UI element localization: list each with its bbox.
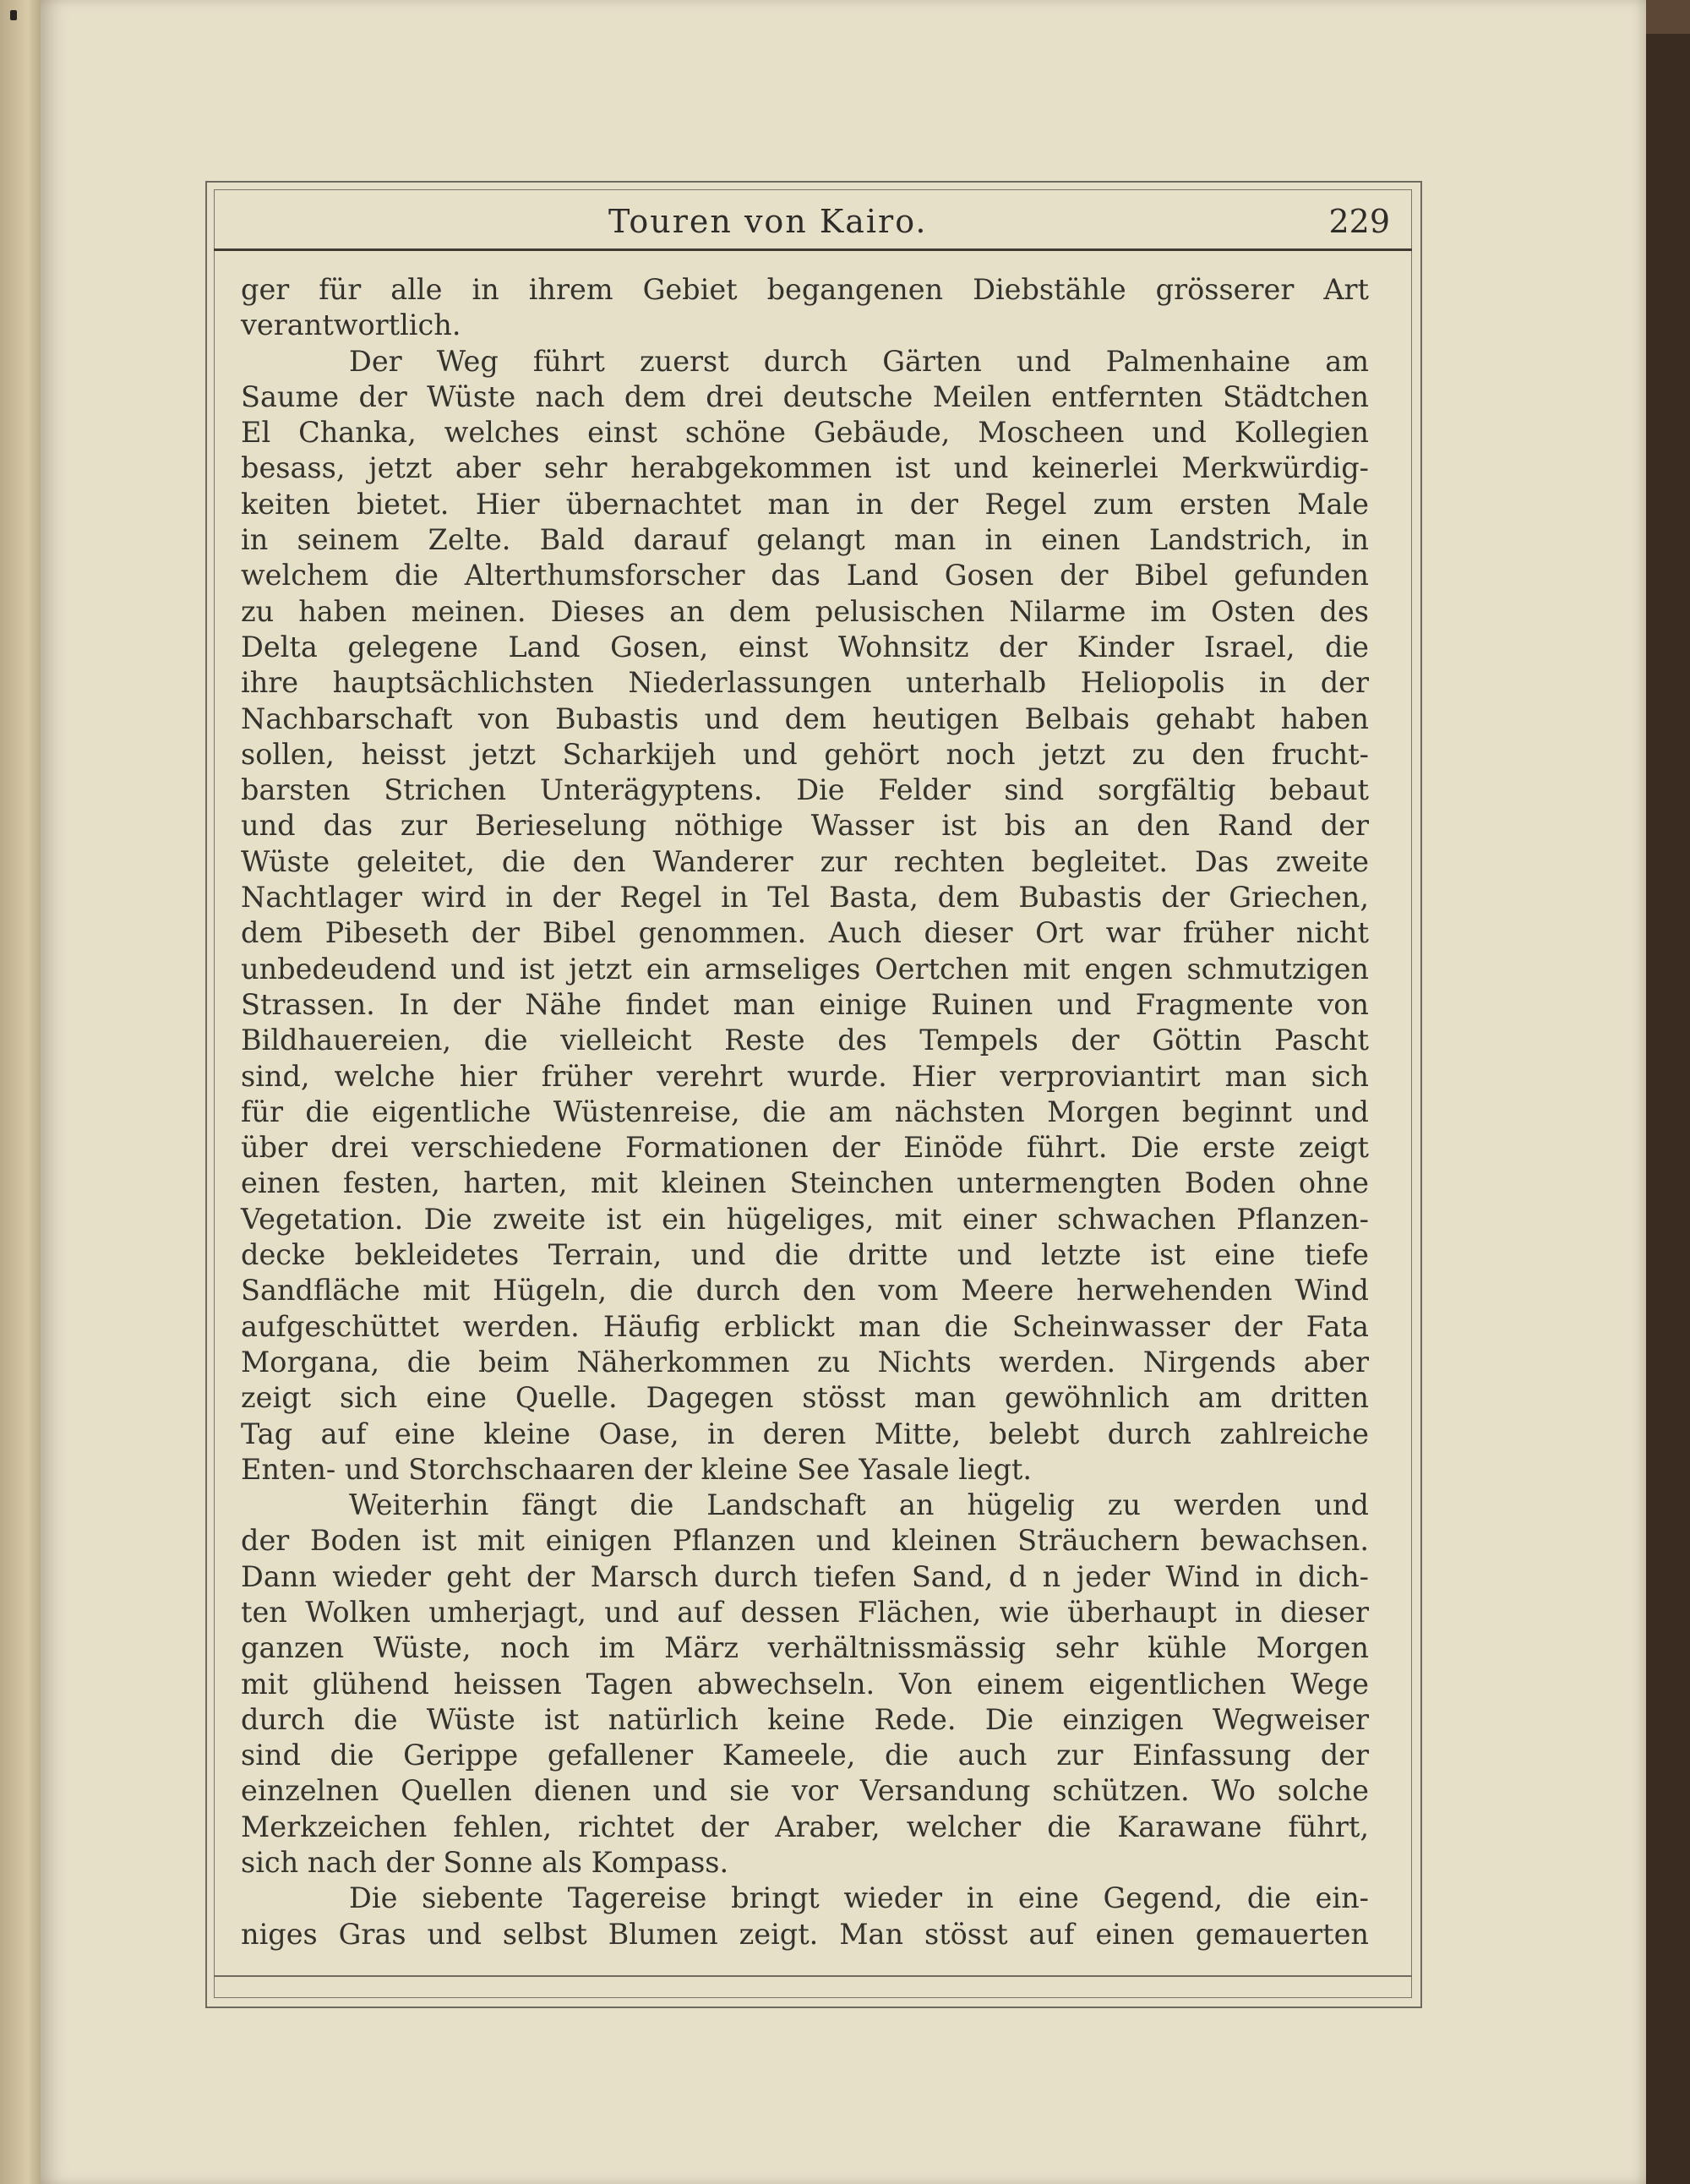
text-line: und das zur Berieselung nöthige Wasser ist bis an den Rand der [241,809,1369,843]
text-line: ten Wolken umherjagt, und auf dessen Flächen, wie überhaupt in dieser [241,1595,1369,1629]
text-line: durch die Wüste ist natürlich keine Rede. Die einzigen Wegweiser [241,1702,1369,1736]
text-line: einen festen, harten, mit kleinen Steinchen untermengten Boden ohne [241,1166,1369,1200]
text-line: Strassen. In der Nähe findet man einige Ruinen und Fragmente von [241,987,1369,1021]
text-line: zu haben meinen. Dieses an dem pelusischen Nilarme im Osten des [241,594,1369,628]
text-line: niges Gras und selbst Blumen zeigt. Man stösst auf einen gemauerten [241,1917,1369,1951]
text-line: mit glühend heissen Tagen abwechseln. Von einem eigentlichen Wege [241,1667,1369,1701]
text-line: Merkzeichen fehlen, richtet der Araber, welcher die Karawane führt, [241,1810,1369,1843]
text-line: Vegetation. Die zweite ist ein hügeliges, mit einer schwachen Pflanzen- [241,1202,1369,1236]
text-line: Morgana, die beim Näherkommen zu Nichts werden. Nirgends aber [241,1345,1369,1379]
text-line: Tag auf eine kleine Oase, in deren Mitte, belebt durch zahlreiche [241,1417,1369,1450]
text-line: sind, welche hier früher verehrt wurde. Hier verproviantirt man sich [241,1059,1369,1093]
text-line: keiten bietet. Hier übernachtet man in der Regel zum ersten Male [241,487,1369,521]
text-line: für die eigentliche Wüstenreise, die am nächsten Morgen beginnt und [241,1095,1369,1128]
text-line: besass, jetzt aber sehr herabgekommen ist und keinerlei Merkwürdig- [241,451,1369,485]
text-line: Enten- und Storchschaaren der kleine See Yasale liegt. [241,1452,1033,1486]
text-line: sich nach der Sonne als Kompass. [241,1846,729,1880]
text-line: Der Weg führt zuerst durch Gärten und Palmenhaine am [349,344,1369,378]
page-edge-shadow [1646,34,1690,2184]
text-line: Dann wieder geht der Marsch durch tiefen Sand, d n jeder Wind in dich- [241,1559,1369,1593]
text-line: dem Pibeseth der Bibel genommen. Auch dieser Ort war früher nicht [241,916,1369,950]
header-rule [214,248,1412,251]
page-number: 229 [1328,203,1390,240]
text-line: ger für alle in ihrem Gebiet begangenen Diebstähle grösserer Art [241,273,1369,306]
text-line: sind die Gerippe gefallener Kameele, die auch zur Einfassung der [241,1739,1369,1772]
text-line: decke bekleidetes Terrain, und die dritte und letzte ist eine tiefe [241,1238,1369,1272]
text-line: ganzen Wüste, noch im März verhältnissmässig sehr kühle Morgen [241,1631,1369,1665]
bottom-rule [214,1975,1412,1977]
text-line: Wüste geleitet, die den Wanderer zur rechten begleitet. Das zweite [241,844,1369,878]
text-line: aufgeschüttet werden. Häufig erblickt man die Scheinwasser der Fata [241,1309,1369,1343]
text-line: welchem die Alterthumsforscher das Land Gosen der Bibel gefunden [241,559,1369,592]
text-line: über drei verschiedene Formationen der Einöde führt. Die erste zeigt [241,1131,1369,1165]
text-line: El Chanka, welches einst schöne Gebäude, Moscheen und Kollegien [241,416,1369,450]
text-line: ihre hauptsächlichsten Niederlassungen unterhalb Heliopolis in der [241,666,1369,700]
text-line: Sandfläche mit Hügeln, die durch den vom Meere herwehenden Wind [241,1274,1369,1308]
text-line: Saume der Wüste nach dem drei deutsche Meilen entfernten Städtchen [241,379,1369,413]
text-line: Die siebente Tagereise bringt wieder in eine Gegend, die ein- [349,1881,1369,1915]
text-line: barsten Strichen Unterägyptens. Die Felder sind sorgfältig bebaut [241,773,1369,807]
text-line: sollen, heisst jetzt Scharkijeh und gehört noch jetzt zu den frucht- [241,737,1369,771]
text-line: zeigt sich eine Quelle. Dagegen stösst man gewöhnlich am dritten [241,1381,1369,1415]
text-line: Bildhauereien, die vielleicht Reste des Tempels der Göttin Pascht [241,1024,1369,1057]
text-line: Weiterhin fängt die Landschaft an hügelig zu werden und [349,1488,1369,1522]
text-line: unbedeudend und ist jetzt ein armseliges Oertchen mit engen schmutzigen [241,952,1369,986]
text-line: Nachbarschaft von Bubastis und dem heutigen Belbais gehabt haben [241,702,1369,735]
text-line: verantwortlich. [241,308,461,342]
text-line: in seinem Zelte. Bald darauf gelangt man in einen Landstrich, in [241,523,1369,557]
text-line: Delta gelegene Land Gosen, einst Wohnsitz der Kinder Israel, die [241,630,1369,663]
text-line: einzelnen Quellen dienen und sie vor Versandung schützen. Wo solche [241,1774,1369,1808]
text-line: der Boden ist mit einigen Pflanzen und kleinen Sträuchern bewachsen. [241,1524,1369,1558]
running-head: Touren von Kairo. [608,203,928,240]
body-text [241,272,1369,1952]
text-line: Nachtlager wird in der Regel in Tel Basta, dem Bubastis der Griechen, [241,881,1369,915]
